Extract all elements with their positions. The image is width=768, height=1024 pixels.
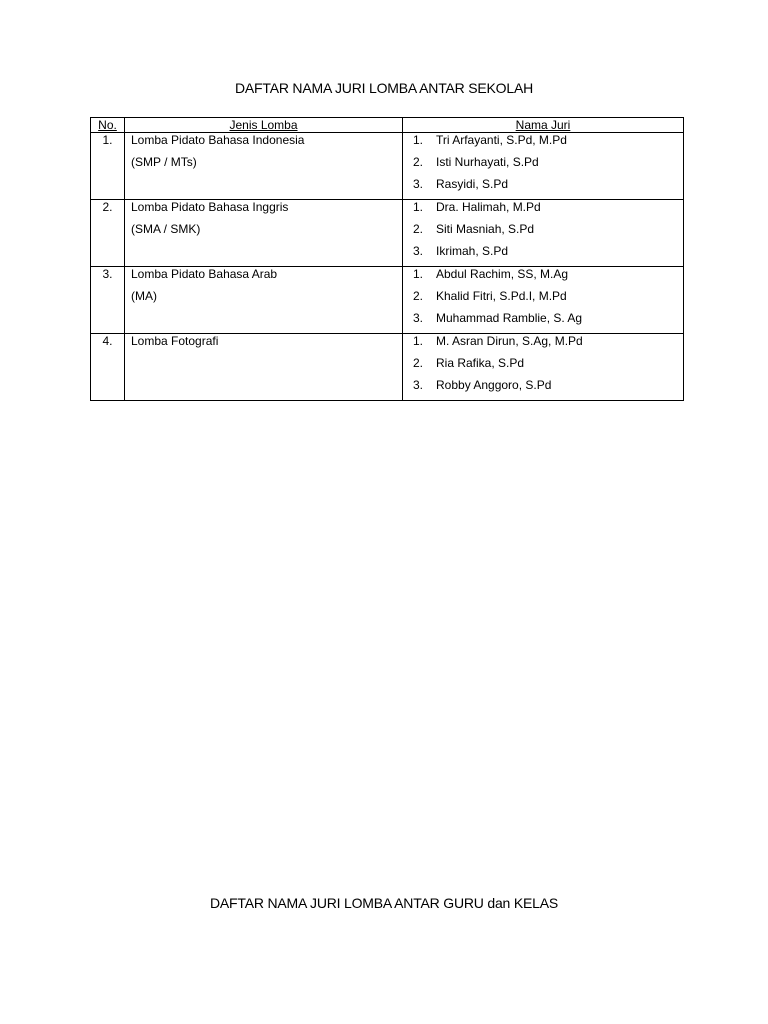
judge-name: Siti Masniah, S.Pd bbox=[436, 222, 535, 236]
document-title: DAFTAR NAMA JURI LOMBA ANTAR SEKOLAH bbox=[234, 80, 533, 96]
judges-cell bbox=[403, 200, 684, 267]
judge-number: 1. bbox=[413, 133, 424, 147]
event-cell bbox=[125, 200, 403, 267]
judge-name: Ikrimah, S.Pd bbox=[436, 244, 509, 258]
table-row bbox=[91, 267, 684, 334]
judge-name: Ria Rafika, S.Pd bbox=[436, 356, 525, 370]
header-no: No. bbox=[91, 118, 125, 133]
table-row bbox=[91, 334, 684, 401]
event-name: Lomba Pidato Bahasa Arab bbox=[131, 267, 278, 281]
judge-number: 2. bbox=[413, 356, 424, 370]
event-level: (SMA / SMK) bbox=[131, 222, 201, 236]
judge-number: 3. bbox=[413, 244, 424, 258]
event-cell bbox=[125, 334, 403, 401]
table-row bbox=[91, 133, 684, 200]
judge-name: Robby Anggoro, S.Pd bbox=[436, 378, 552, 392]
judge-number: 2. bbox=[413, 222, 424, 236]
judge-number: 3. bbox=[413, 311, 424, 325]
judge-name: Isti Nurhayati, S.Pd bbox=[436, 155, 539, 169]
second-section-title: DAFTAR NAMA JURI LOMBA ANTAR GURU dan KELAS bbox=[210, 895, 558, 911]
event-cell bbox=[125, 133, 403, 200]
row-number: 4. bbox=[91, 334, 125, 401]
judge-name: Abdul Rachim, SS, M.Ag bbox=[436, 267, 569, 281]
judge-entry bbox=[403, 378, 683, 400]
event-level: (SMP / MTs) bbox=[131, 155, 197, 169]
row-number: 1. bbox=[91, 133, 125, 200]
judge-entry bbox=[403, 244, 683, 266]
table-row bbox=[91, 200, 684, 267]
judge-name: Tri Arfayanti, S.Pd, M.Pd bbox=[436, 133, 567, 147]
judge-name: Khalid Fitri, S.Pd.I, M.Pd bbox=[436, 289, 567, 303]
judge-number: 3. bbox=[413, 177, 424, 191]
row-number: 2. bbox=[91, 200, 125, 267]
judge-entry bbox=[403, 133, 683, 155]
judge-number: 2. bbox=[413, 289, 424, 303]
judge-number: 1. bbox=[413, 200, 424, 214]
judge-entry bbox=[403, 311, 683, 333]
judges-table bbox=[90, 117, 684, 401]
judges-cell bbox=[403, 334, 684, 401]
header-event: Jenis Lomba bbox=[125, 118, 403, 133]
judge-name: Rasyidi, S.Pd bbox=[436, 177, 509, 191]
judge-entry bbox=[403, 356, 683, 378]
judge-entry bbox=[403, 222, 683, 244]
judge-name: Dra. Halimah, M.Pd bbox=[436, 200, 541, 214]
judge-number: 2. bbox=[413, 155, 424, 169]
judge-name: M. Asran Dirun, S.Ag, M.Pd bbox=[436, 334, 583, 348]
judge-name: Muhammad Ramblie, S. Ag bbox=[436, 311, 583, 325]
judge-number: 3. bbox=[413, 378, 424, 392]
judge-entry bbox=[403, 155, 683, 177]
judge-entry bbox=[403, 200, 683, 222]
judge-number: 1. bbox=[413, 334, 424, 348]
event-cell bbox=[125, 267, 403, 334]
judges-cell bbox=[403, 267, 684, 334]
table-header-row bbox=[91, 118, 684, 133]
judges-cell bbox=[403, 133, 684, 200]
judge-number: 1. bbox=[413, 267, 424, 281]
event-level: (MA) bbox=[131, 289, 157, 303]
judge-entry bbox=[403, 334, 683, 356]
event-name: Lomba Pidato Bahasa Indonesia bbox=[131, 133, 305, 147]
event-name: Lomba Pidato Bahasa Inggris bbox=[131, 200, 289, 214]
header-judges: Nama Juri bbox=[403, 118, 684, 133]
event-name: Lomba Fotografi bbox=[131, 334, 219, 348]
judge-entry bbox=[403, 289, 683, 311]
row-number: 3. bbox=[91, 267, 125, 334]
judge-entry bbox=[403, 267, 683, 289]
judge-entry bbox=[403, 177, 683, 199]
